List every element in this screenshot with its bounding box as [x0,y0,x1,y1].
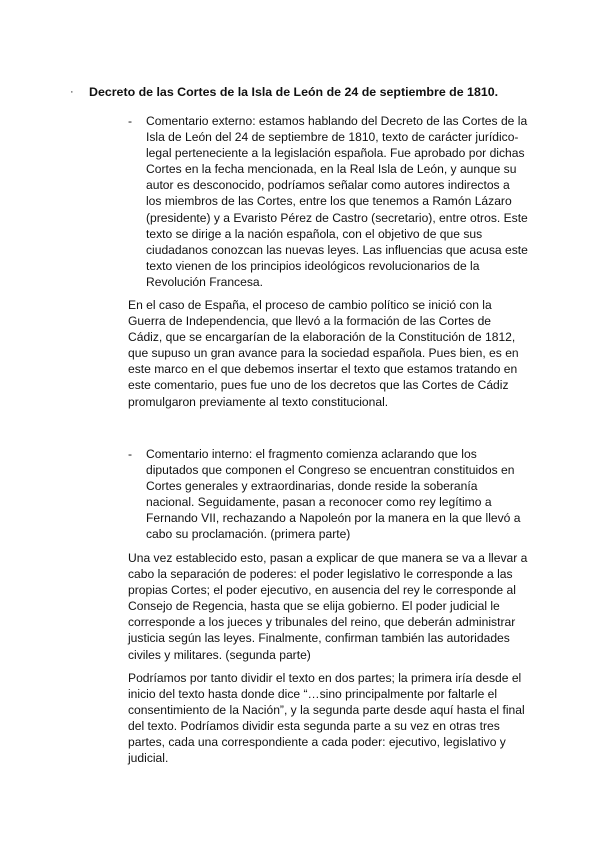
external-commentary-dash: - [128,114,133,128]
context-paragraph: En el caso de España, el proceso de cambio político se inició con la Guerra de Independencia, que llevó a la formación de las Cortes de Cádiz, que se encargarían de la elaboración de la Constitución de 1812, que supuso un gran avance para la sociedad española. Pues bien, es en este marco en el que debemos insertar el texto que estamos tratando en este comentario, pues fue uno de los decretos que las Cortes de Cádiz promulgaron previamente al texto constitucional. [128,298,519,409]
internal-commentary-item [128,446,528,543]
title-bullet: · [70,86,74,98]
document-title: Decreto de las Cortes de la Isla de León de 24 de septiembre de 1810. [89,85,499,99]
internal-commentary-dash: - [128,447,133,461]
division-paragraph: Podríamos por tanto dividir el texto en dos partes; la primera iría desde el inicio del texto hasta donde dice “…sino principalmente por faltarle el consentimiento de la Nación”, y la segunda parte desde aquí hasta el final del texto. Podríamos dividir esta segunda parte a su vez en otras tres partes, cada una correspondiente a cada poder: ejecutivo, legislativo y judicial. [128,671,525,766]
internal-commentary-text: Comentario interno: el fragmento comienza aclarando que los diputados que componen el Congreso se encuentran constituidos en Cortes generales y extraordinarias, donde reside la soberanía nacional. Seguidamente, pasan a reconocer como rey legítimo a Fernando VII, rechazando a Napoleón por la manera en la que llevó a cabo su proclamación. (primera parte) [146,447,521,542]
powers-paragraph: Una vez establecido esto, pasan a explicar de que manera se va a llevar a cabo la separación de poderes: el poder legislativo le corresponde a las propias Cortes; el poder ejecutivo, en ausencia del rey le corresponde al Consejo de Regencia, hasta que se elija gobierno. El poder judicial le corresponde a los jueces y tribunales del reino, que deberán administrar justicia según las leyes. Finalmente, confirman también las autoridades civiles y militares. (segunda parte) [128,551,528,662]
external-commentary-text: Comentario externo: estamos hablando del Decreto de las Cortes de la Isla de León del 24 de septiembre de 1810, texto de carácter jurídico-legal perteneciente a la legislación española. Fue aprobado por dichas Cortes en la fecha mencionada, en la Real Isla de León, y aunque su autor es desconocido, podríamos señalar como autores indirectos a los miembros de las Cortes, entre los que tenemos a Ramón Lázaro (presidente) y a Evaristo Pérez de Castro (secretario), entre otros. Este texto se dirige a la nación española, con el objetivo de que sus ciudadanos conozcan las nuevas leyes. Las influencias que acusa este texto vienen de los principios ideológicos revolucionarios de la Revolución Francesa. [146,114,528,289]
external-commentary-item [128,113,528,290]
